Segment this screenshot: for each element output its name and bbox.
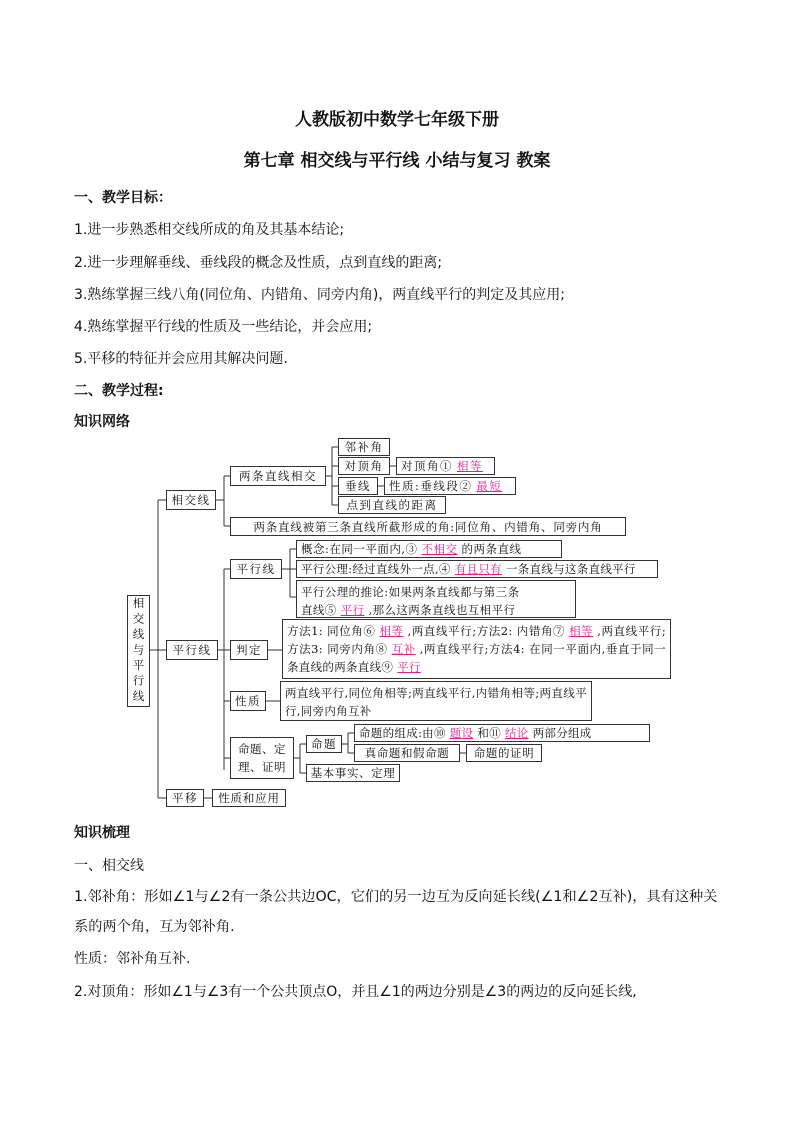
- node-true-false-propositions: 真命题和假命题: [354, 744, 460, 762]
- node-proposition-theorem-proof: 命题、定理、证明: [230, 737, 294, 779]
- answer-3: 不相交: [421, 542, 458, 556]
- document-title: 人教版初中数学七年级下册: [295, 110, 499, 130]
- answer-6: 相等: [379, 624, 404, 638]
- answer-2: 最短: [476, 479, 503, 493]
- paragraph-adjacent-supplementary: 1.邻补角：形如∠1与∠2有一条公共边OC，它们的另一边互为反向延长线(∠1和∠2互补)，具有这种关系的两个角，互为邻补角.: [74, 889, 718, 935]
- node-criteria-methods: 方法1: 同位角⑥ 相等 ,两直线平行;方法2: 内错角⑦ 相等 ,两直线平行;方法3: 同旁内角⑧ 互补 ,两直线平行;方法4: 在同一平面内,垂直于同一条直线的两条直线⑨ 平行: [282, 619, 671, 679]
- knowledge-review-title: 知识梳理: [74, 825, 130, 841]
- node-parallel-lines-def: 平行线: [230, 559, 282, 579]
- node-proposition-composition: 命题的组成:由⑩ 题设 和⑪ 结论 两部分组成: [354, 724, 650, 742]
- node-basic-facts-theorems: 基本事实、定理: [306, 764, 400, 782]
- answer-8: 互补: [391, 642, 416, 656]
- node-properties-text: 两直线平行,同位角相等;两直线平行,内错角相等;两直线平行,同旁内角互补: [280, 681, 592, 721]
- node-translation-properties: 性质和应用: [212, 789, 286, 807]
- subsection-intersecting-lines: 一、相交线: [74, 858, 144, 874]
- paragraph-adjacent-property: 性质：邻补角互补.: [74, 951, 191, 967]
- node-vertical-angles-property: 对顶角① 相等: [396, 457, 495, 475]
- node-vertical-angles: 对顶角: [338, 457, 390, 475]
- node-three-lines-angles: 两条直线被第三条直线所截形成的角:同位角、内错角、同旁内角: [230, 517, 626, 536]
- answer-9: 平行: [397, 660, 421, 674]
- node-intersecting-lines: 相交线: [166, 490, 216, 510]
- node-perpendicular: 垂线: [338, 477, 378, 495]
- mindmap-root: 相交线与平行线: [127, 595, 150, 707]
- node-criteria: 判定: [230, 640, 268, 660]
- section-heading-process: 二、教学过程:: [74, 383, 164, 399]
- node-proposition-proof: 命题的证明: [466, 744, 542, 762]
- answer-10: 题设: [449, 726, 474, 740]
- node-parallel-corollary: 平行公理的推论:如果两条直线都与第三条 直线⑤ 平行 ,那么这两条直线也互相平行: [296, 580, 576, 618]
- node-parallel-axiom: 平行公理:经过直线外一点,④ 有且只有 一条直线与这条直线平行: [296, 560, 658, 578]
- answer-4: 有且只有: [454, 562, 502, 576]
- section-heading-goals: 一、教学目标：: [74, 190, 172, 206]
- node-point-line-distance: 点到直线的距离: [338, 496, 446, 514]
- node-proposition: 命题: [306, 735, 342, 753]
- goal-item-5: 5.平移的特征并会应用其解决问题.: [74, 351, 288, 367]
- knowledge-network-title: 知识网络: [74, 414, 130, 430]
- goal-item-2: 2.进一步理解垂线、垂线段的概念及性质，点到直线的距离;: [74, 255, 443, 271]
- node-parallel-lines: 平行线: [166, 640, 218, 660]
- answer-11: 结论: [505, 726, 529, 740]
- paragraph-vertical-angles: 2.对顶角：形如∠1与∠3有一个公共顶点O，并且∠1的两边分别是∠3的两边的反向延长线,: [74, 984, 637, 1000]
- answer-5: 平行: [340, 603, 365, 617]
- node-parallel-concept: 概念:在同一平面内,③ 不相交 的两条直线: [296, 540, 562, 558]
- answer-7: 相等: [569, 624, 594, 638]
- node-two-lines-intersect: 两条直线相交: [230, 466, 326, 486]
- answer-1: 相等: [457, 459, 483, 473]
- node-properties: 性质: [230, 691, 266, 711]
- goal-item-3: 3.熟练掌握三线八角(同位角、内错角、同旁内角)，两直线平行的判定及其应用;: [74, 287, 565, 303]
- node-perpendicular-property: 性质:垂线段② 最短: [384, 477, 516, 495]
- goal-item-1: 1.进一步熟悉相交线所成的角及其基本结论;: [74, 222, 345, 238]
- node-adjacent-supplementary: 邻补角: [338, 438, 390, 456]
- node-translation: 平移: [166, 789, 204, 807]
- goal-item-4: 4.熟练掌握平行线的性质及一些结论，并会应用;: [74, 319, 373, 335]
- chapter-title: 第七章 相交线与平行线 小结与复习 教案: [243, 151, 551, 171]
